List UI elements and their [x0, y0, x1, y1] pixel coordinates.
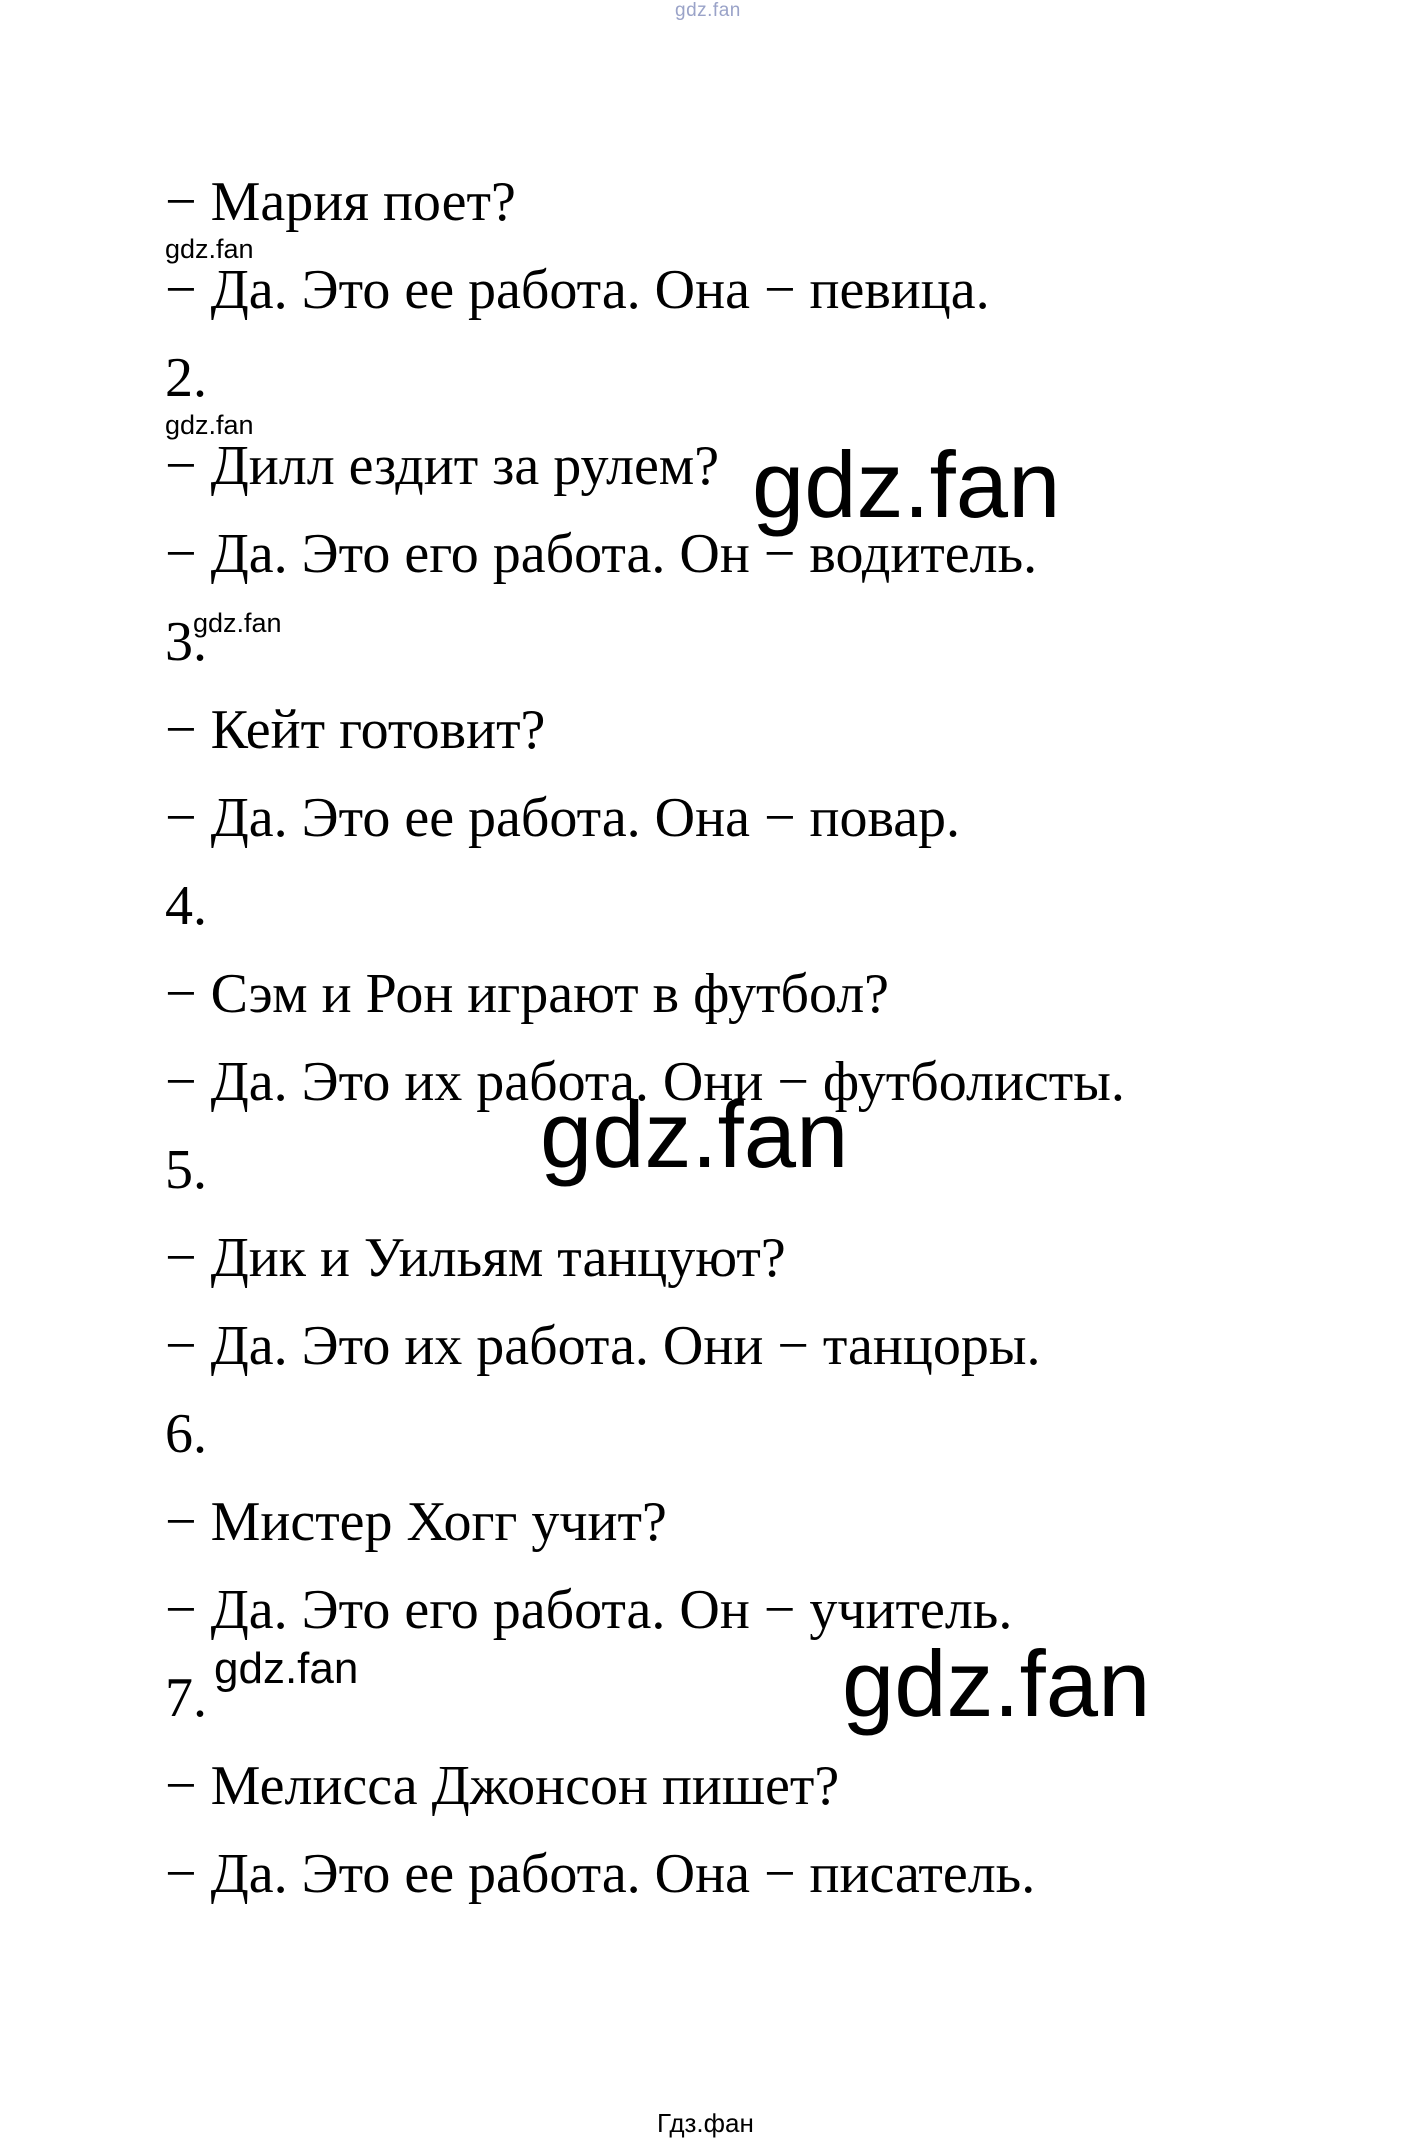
watermark-medium: gdz.fan — [214, 1644, 359, 1693]
text-line: − Да. Это их работа. Они − танцоры. — [165, 1315, 1041, 1377]
item-number: 2. — [165, 347, 207, 409]
text-line: − Сэм и Рон играют в футбол? — [165, 963, 890, 1025]
text-line: − Кейт готовит? — [165, 699, 546, 761]
watermark-large: gdz.fan — [540, 1082, 849, 1187]
item-number: 6. — [165, 1403, 207, 1465]
item-number: 3. — [165, 611, 207, 673]
item-number: 7. — [165, 1667, 207, 1729]
text-line: − Дилл ездит за рулем? — [165, 435, 720, 497]
text-line: − Мелисса Джонсон пишет? — [165, 1755, 840, 1817]
footer-site-name: Гдз.фан — [657, 2108, 754, 2138]
site-watermark-top: gdz.fan — [675, 0, 741, 21]
text-line: − Дик и Уильям танцуют? — [165, 1227, 786, 1289]
watermark-small: gdz.fan — [165, 410, 254, 440]
text-line: − Да. Это его работа. Он − водитель. — [165, 523, 1038, 585]
watermark-large: gdz.fan — [842, 1631, 1151, 1736]
text-line: − Мистер Хогг учит? — [165, 1491, 667, 1553]
watermark-small: gdz.fan — [193, 608, 282, 638]
text-line: − Да. Это его работа. Он − учитель. — [165, 1579, 1013, 1641]
text-line: − Да. Это ее работа. Она − повар. — [165, 787, 961, 849]
watermark-large: gdz.fan — [752, 432, 1061, 537]
text-line: − Да. Это ее работа. Она − певица. — [165, 259, 990, 321]
item-number: 4. — [165, 875, 207, 937]
text-line: − Мария поет? — [165, 171, 516, 233]
item-number: 5. — [165, 1139, 207, 1201]
text-line: − Да. Это ее работа. Она − писатель. — [165, 1843, 1036, 1905]
watermark-small: gdz.fan — [165, 234, 254, 264]
text-line: − Да. Это их работа. Они − футболисты. — [165, 1051, 1125, 1113]
